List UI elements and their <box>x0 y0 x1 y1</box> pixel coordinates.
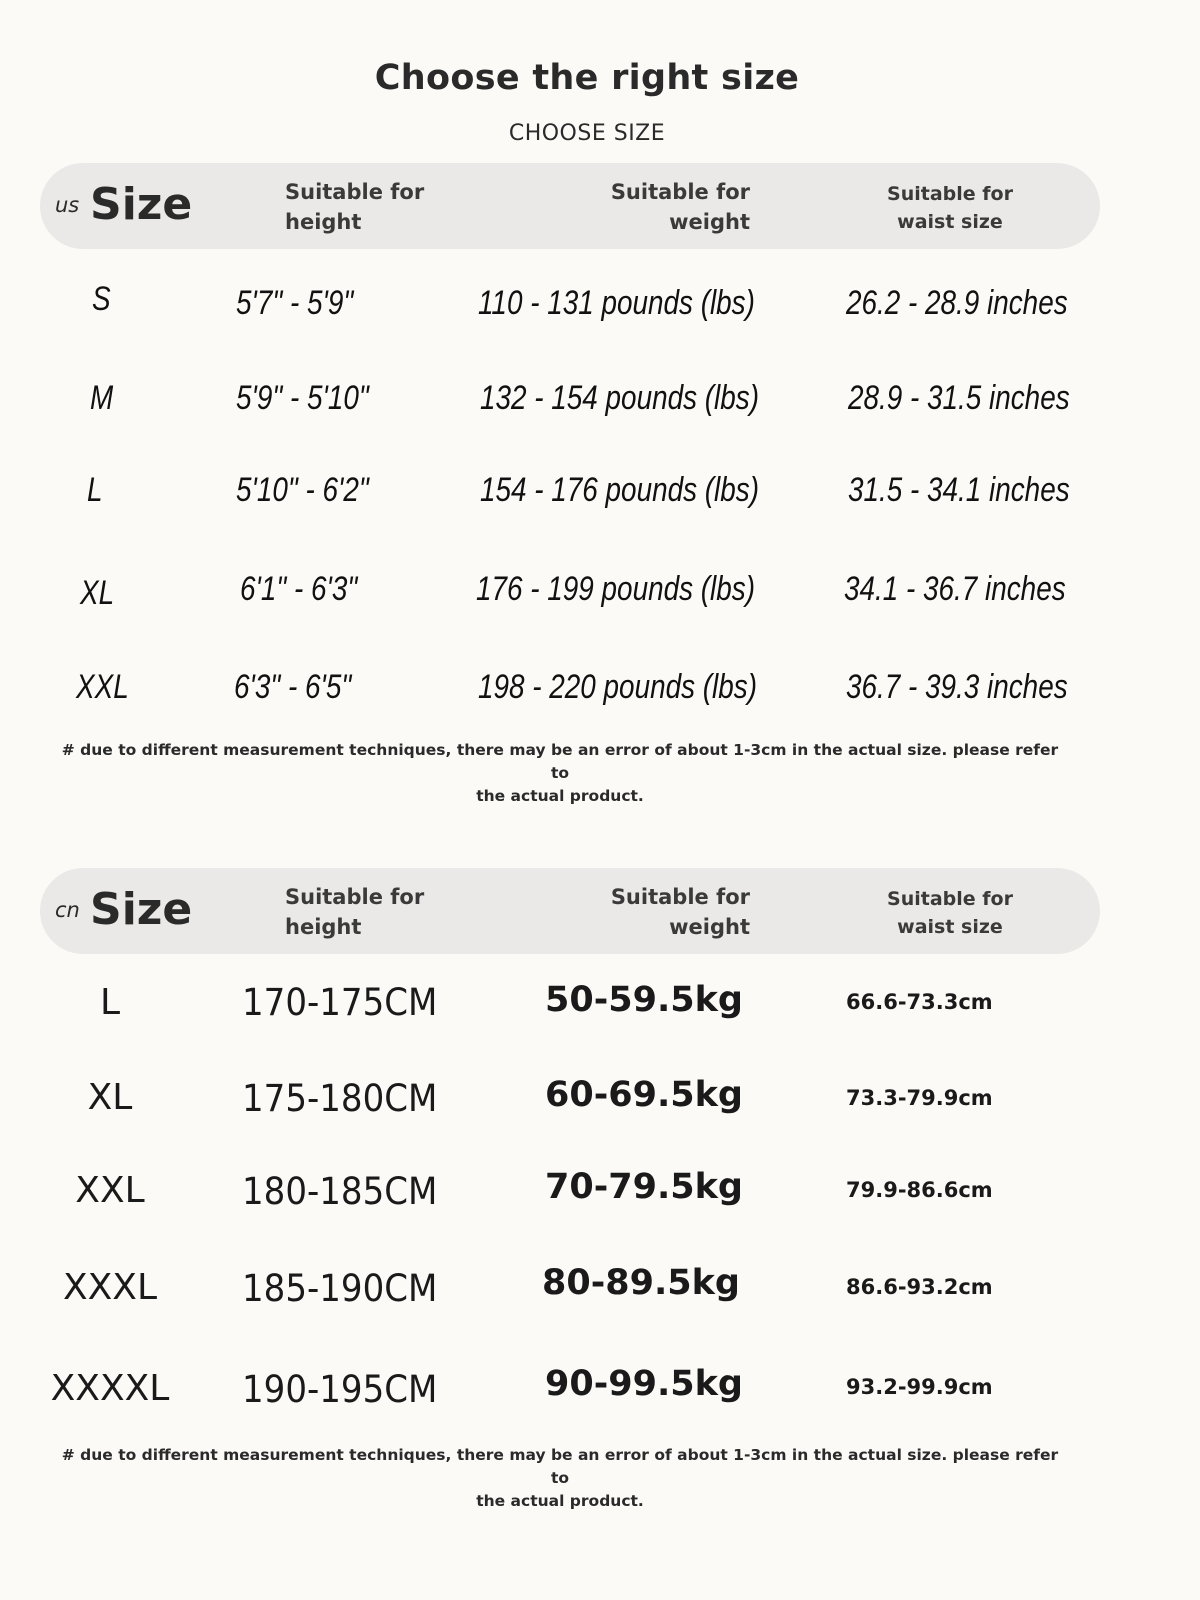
waist-cell: 28.9 - 31.5 inches <box>848 379 1070 417</box>
measurement-note: # due to different measurement techniques, there may be an error of about 1-3cm in the actual size. please refer to the actual product. <box>61 1446 1059 1510</box>
size-column-header: Size <box>90 179 193 230</box>
size-cell: XL <box>87 1077 133 1118</box>
height-cell: 6'3" - 6'5" <box>234 668 352 706</box>
weight-column-header: Suitable for weight <box>610 885 750 939</box>
waist-cell: 79.9-86.6cm <box>846 1178 993 1202</box>
weight-cell: 154 - 176 pounds (lbs) <box>480 471 759 509</box>
size-cell: XXL <box>75 1170 145 1211</box>
weight-cell: 110 - 131 pounds (lbs) <box>478 284 755 322</box>
weight-cell: 132 - 154 pounds (lbs) <box>480 379 759 417</box>
height-cell: 190-195CM <box>242 1368 438 1411</box>
height-cell: 175-180CM <box>242 1077 438 1120</box>
height-column-header: Suitable for height <box>285 885 425 939</box>
height-cell: 5'9" - 5'10" <box>236 379 369 417</box>
waist-cell: 34.1 - 36.7 inches <box>844 570 1066 608</box>
region-label: cn <box>55 898 80 922</box>
height-column-header: Suitable for height <box>285 180 425 234</box>
weight-cell: 198 - 220 pounds (lbs) <box>478 668 757 706</box>
weight-cell: 50-59.5kg <box>545 980 743 1020</box>
page-title: Choose the right size <box>374 58 800 98</box>
weight-cell: 90-99.5kg <box>545 1364 743 1404</box>
size-cell: L <box>87 471 103 509</box>
size-column-header: Size <box>90 884 193 935</box>
us-table-header <box>40 163 1100 249</box>
measurement-note: # due to different measurement techniques, there may be an error of about 1-3cm in the actual size. please refer to the actual product. <box>61 741 1059 805</box>
height-cell: 180-185CM <box>242 1170 438 1213</box>
height-cell: 170-175CM <box>242 981 438 1024</box>
weight-cell: 176 - 199 pounds (lbs) <box>476 570 755 608</box>
page-subtitle: CHOOSE SIZE <box>508 121 666 146</box>
size-cell: XL <box>80 574 115 612</box>
height-cell: 185-190CM <box>242 1267 438 1310</box>
weight-cell: 60-69.5kg <box>545 1075 743 1115</box>
cn-table-header <box>40 868 1100 954</box>
size-cell: XXXL <box>62 1267 158 1308</box>
size-cell: XXXXL <box>50 1368 170 1409</box>
waist-cell: 86.6-93.2cm <box>846 1275 993 1299</box>
waist-cell: 31.5 - 34.1 inches <box>848 471 1070 509</box>
waist-cell: 73.3-79.9cm <box>846 1086 993 1110</box>
weight-cell: 70-79.5kg <box>545 1167 743 1207</box>
height-cell: 6'1" - 6'3" <box>240 570 358 608</box>
waist-cell: 36.7 - 39.3 inches <box>846 668 1068 706</box>
region-label: us <box>55 193 80 217</box>
waist-cell: 66.6-73.3cm <box>846 990 993 1014</box>
height-cell: 5'10" - 6'2" <box>236 471 369 509</box>
size-cell: M <box>90 379 114 417</box>
waist-cell: 93.2-99.9cm <box>846 1375 993 1399</box>
size-cell: S <box>92 280 111 318</box>
weight-cell: 80-89.5kg <box>542 1263 740 1303</box>
weight-column-header: Suitable for weight <box>610 180 750 234</box>
size-cell: L <box>99 982 121 1023</box>
size-cell: XXL <box>76 668 129 706</box>
waist-cell: 26.2 - 28.9 inches <box>846 284 1068 322</box>
waist-column-header: Suitable for waist size <box>887 183 1013 233</box>
height-cell: 5'7" - 5'9" <box>236 284 354 322</box>
waist-column-header: Suitable for waist size <box>887 888 1013 938</box>
